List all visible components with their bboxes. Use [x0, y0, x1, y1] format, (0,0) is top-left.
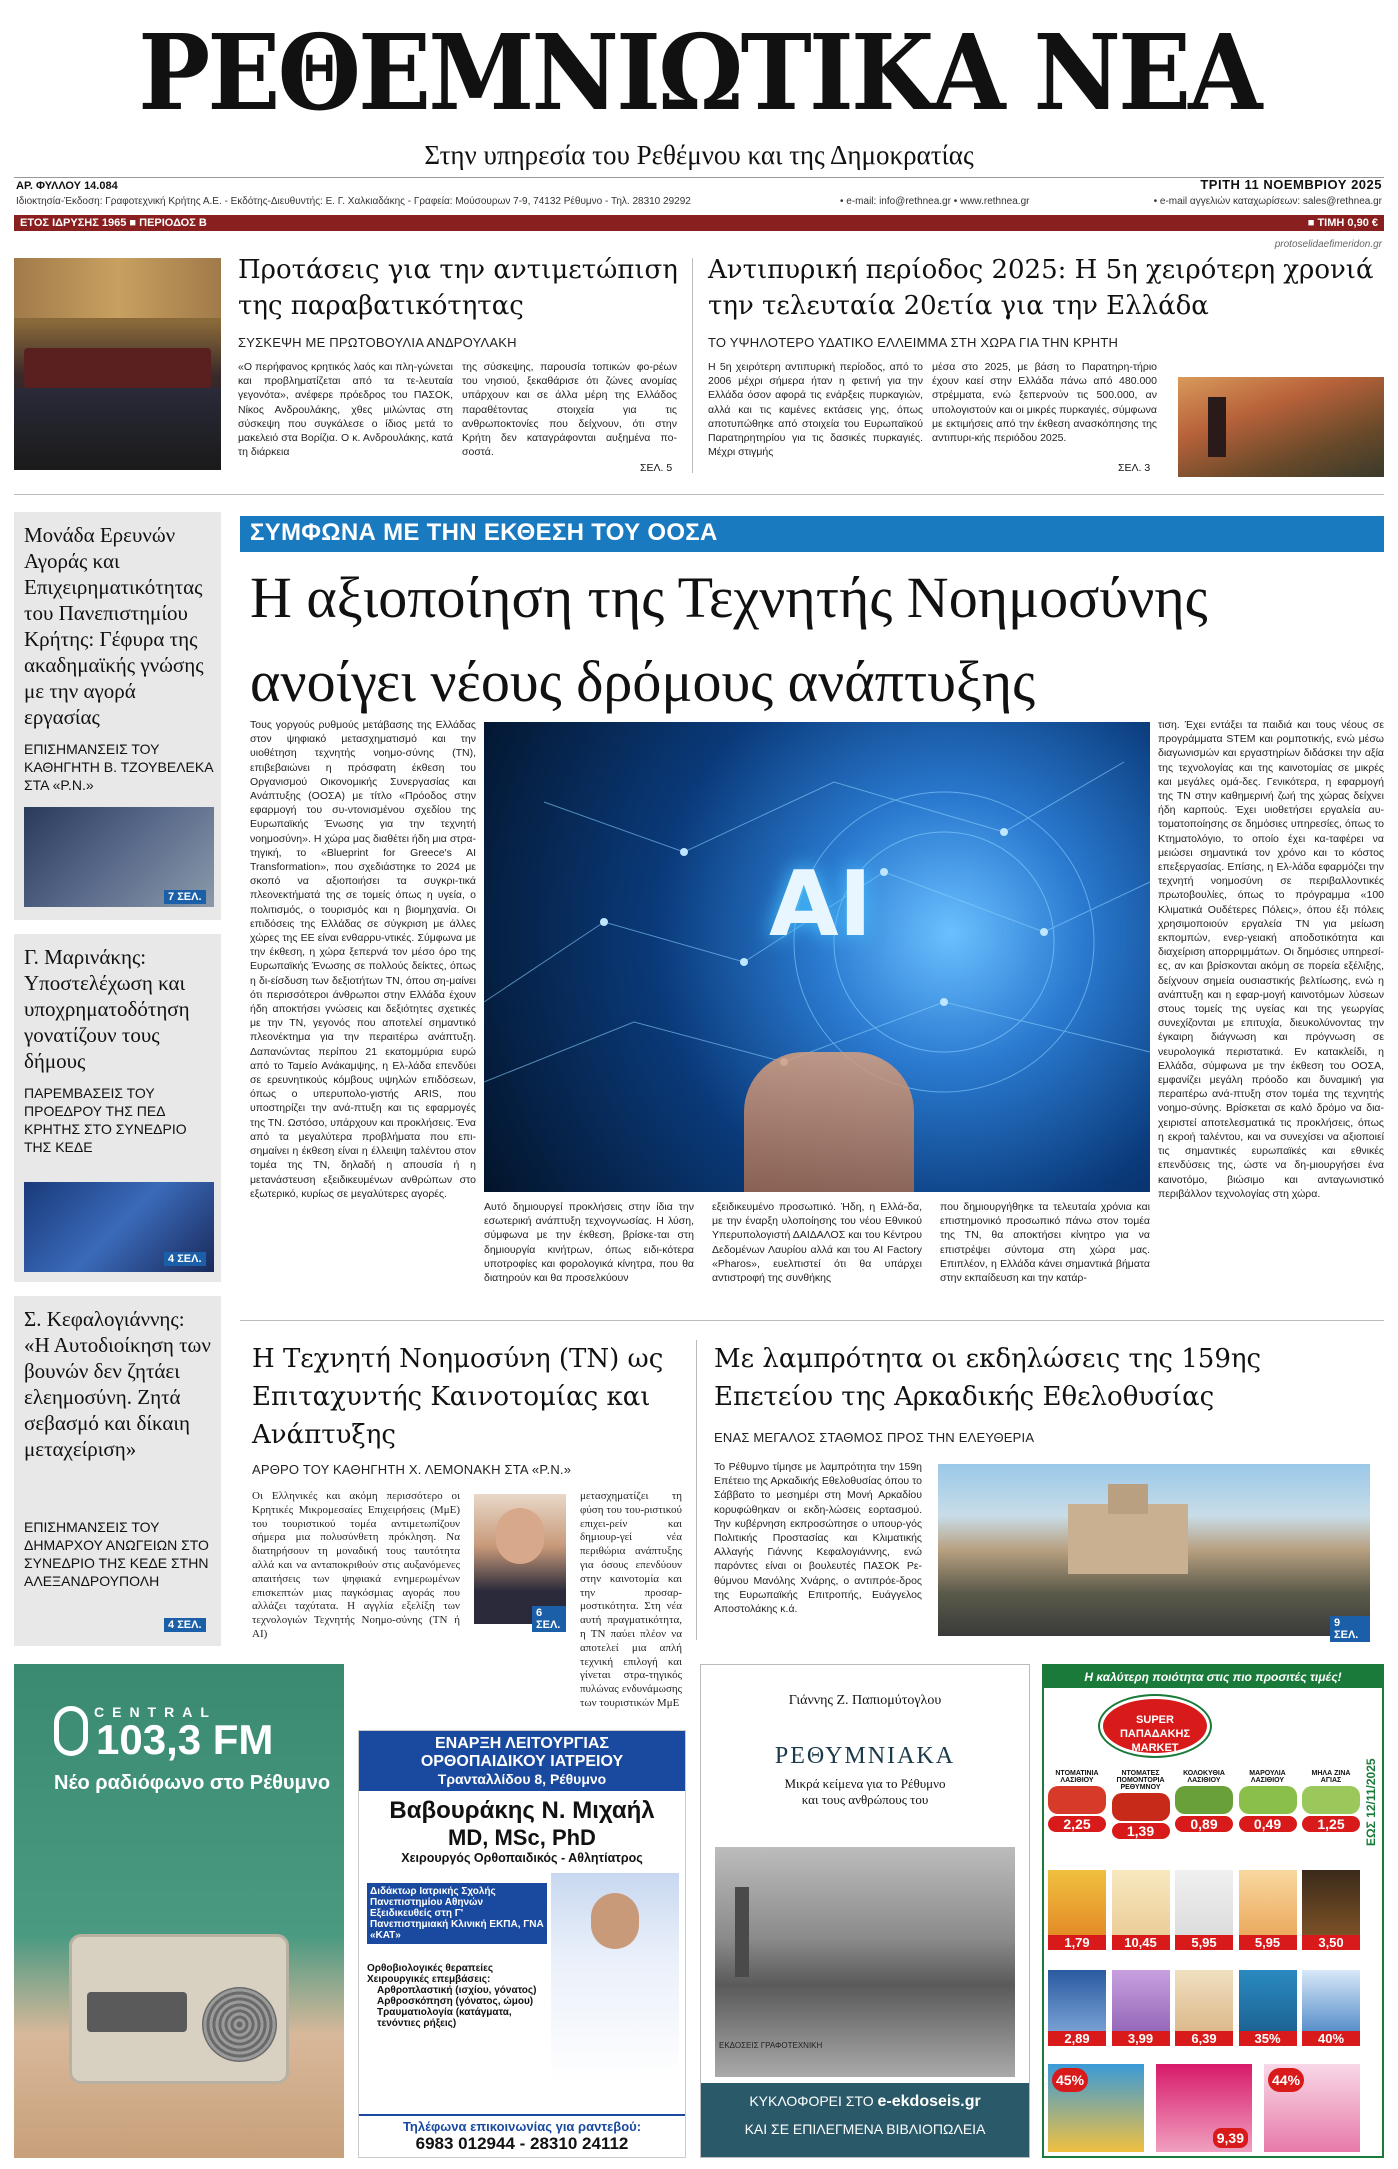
doctor-titles: MD, MSc, PhD — [448, 1825, 596, 1850]
top-left-col1: «Ο περήφανος κρητικός λαός και πλη-γώνεται και προβληματίζεται από τα τε-λευταία γεγονότα», ανέφερε πρόεδρος του ΠΑΣΟΚ, Νίκος Ανδρουλάκης, χθες μιλώντας στη σύσκεψη που συγκάλεσε ο ίδιος μετά το μακελειό στα Βορίζια. Ο κ. Ανδρουλάκης, κατά τη διάρκεια — [238, 361, 453, 459]
market-product-row-2: 1,79 10,45 5,95 5,95 3,50 — [1048, 1860, 1360, 1950]
ads-email: • e-mail αγγελιών καταχωρίσεων: sales@rethnea.gr — [1153, 196, 1382, 207]
top-divider — [692, 258, 693, 473]
lead-col-right: τιση. Έχει εντάξει τα παιδιά και τους νέους σε προγράμματα STEM και ρομποτικής, ενώ μέσω διαγωνισμών και εργαστηρίων διδάσκει την αξία της τεχνολογίας και της καινοτομίας σε μικρές και μεγάλες ομά-δες. Γενικότερα, η εφαρμογή της ΤΝ στην καθημερινή ζωή της χώρας δείχνει ήδη καρπούς. Έχει υιοθετήσει εργαλεία αυ-τοματοποίησης σε δημόσιες υπηρεσίες, όπως το Κτηματολόγιο, το οποίο έχει κα-ταφέρει να μειώσει σημαντικά τον χρόνο και το κόστος επεξεργασίας. Επίσης, η Ελ-λάδα εφαρμόζει την τεχνητή νοημοσύνη σε περιβαλλοντικές πρωτοβουλίες, όπως το πρόγραμμα «100 Κλιματικά Ουδέτερες Πόλεις», όπου έξι πόλεις χρησιμοποιούν εργαλεία ΤΝ για μείωση εκπομπών, ενερ-γειακή αποδοτικότητα και διαχείριση απορριμμάτων. Οι δημόσιες υπηρεσί-ες, αν και βρίσκονται ακόμη σε πορεία εξέλιξης, δείχνουν σημεία ουσιαστικής βελτίωσης, ενώ η ανάπτυξη και η εφαρ-μογή καινοτόμων λύσεων στους τομείς της υγείας και της γεωργίας συνεχίζονται με επιτυχία, διευκολύνοντας την έγκαιρη διάγνωση και πρόγνωση σε νευρολογικά περιστατικά. Εν κατακλείδι, η Ελλάδα, σύμφωνα με την έκθεση του ΟΟΣΑ, εμφανίζει μεγάλη πρόοδο και δυναμική για περαιτέρω ανά-πτυξη στον τομέα της τεχνητής νοημο-σύνης. Βρίσκεται σε καλό δρόμο να δια-χειριστεί αποτελεσματικά τις προκλήσεις, όπως η εκροή ταλέντου, και να συνεχίσει να αξιοποιεί τις σημαντικές ευρωπαϊκές και εθνικές επενδύσεις της, ώστε να δη-μιουργήσει ένα καινοτόμο, βιώσιμο και ανταγωνιστικό περιβάλλον τεχνολογίας στη χώρα. — [1158, 719, 1384, 1200]
top-left-ref: ΣΕΛ. 5 — [640, 462, 673, 474]
market-logo: SUPER ΠΑΠΑΔΑΚΗΣ MARKET — [1100, 1696, 1210, 1756]
radio-frequency: 103,3 FM — [96, 1716, 274, 1763]
book-author: Γιάννης Ζ. Παπιομύτογλου — [788, 1693, 942, 1708]
info-bar — [14, 215, 1384, 231]
mid-right-page: 9 ΣΕΛ. — [1330, 1616, 1370, 1642]
sidebar-1-page: 7 ΣΕΛ. — [164, 890, 206, 904]
lead-headline: Η αξιοποίηση της Τεχνητής Νοημοσύνης ανοίγει νέους δρόμους ανάπτυξης — [250, 565, 1208, 714]
section-rule — [14, 494, 1384, 495]
issue-number: ΑΡ. ΦΥΛΛΟΥ 14.084 — [16, 180, 118, 192]
ai-illustration — [484, 722, 1150, 1192]
radio-logo-icon — [54, 1706, 88, 1756]
sidebar-story-1 — [14, 512, 221, 920]
doctor-ad — [358, 1730, 686, 2158]
market-dates: ΕΩΣ 12/11/2025 — [1364, 1758, 1378, 1846]
lead-below-3: που δημιουργήθηκε τα τελευταία χρόνια και επιστημονικό προσωπικό πάνω στον τομέα της ΤΝ, θα αποκτήσει κίνητρο για να επιστρέψει σύντομα στη χώρα μας. Επιπλέον, η Ελλάδα κάνει σημαντικά βήματα στην εκπαίδευση και την κατάρ- — [940, 1201, 1150, 1285]
ai-label: AI — [769, 852, 873, 957]
hand-shape — [744, 1052, 914, 1192]
doctor-specialty: Χειρουργός Ορθοπαιδικός - Αθλητίατρος — [401, 1851, 643, 1865]
doctor-photo — [551, 1873, 679, 2083]
market-product-row-4: 45% 9,39 44% — [1048, 2056, 1360, 2152]
radio-slogan: Νέο ραδιόφωνο στο Ρέθυμνο — [54, 1772, 331, 1794]
lead-kicker: ΣΥΜΦΩΝΑ ΜΕ ΤΗΝ ΕΚΘΕΣΗ ΤΟΥ ΟΟΣΑ — [240, 516, 1384, 552]
doctor-name: Βαβουράκης Ν. Μιχαήλ — [389, 1797, 655, 1824]
market-product: ΝΤΟΜΑΤΙΝΙΑ ΛΑΣΙΘΙΟΥ 2,25 — [1048, 1770, 1106, 1839]
sidebar-story-2 — [14, 934, 221, 1282]
top-right-subhead: ΤΟ ΥΨΗΛΟΤΕΡΟ ΥΔΑΤΙΚΟ ΕΛΛΕΙΜΜΑ ΣΤΗ ΧΩΡΑ ΓΙΑ ΤΗΝ ΚΡΗΤΗ — [708, 335, 1119, 350]
sidebar-3-subhead: ΕΠΙΣΗΜΑΝΣΕΙΣ ΤΟΥ ΔΗΜΑΡΧΟΥ ΑΝΩΓΕΙΩΝ ΣΤΟ ΣΥΝΕΔΡΙΟ ΤΗΣ ΚΕΔΕ ΣΤΗΝ ΑΛΕΞΑΝΔΡΟΥΠΟΛΗ — [24, 1519, 209, 1589]
market-product: ΚΟΛΟΚΥΘΙΑ ΛΑΣΙΘΙΟΥ 0,89 — [1175, 1770, 1233, 1839]
radio-device — [69, 1934, 289, 2084]
lead-below-2: εξειδικευμένο προσωπικό. Ήδη, η Ελλά-δα, με την έναρξη υλοποίησης του νέου Εθνικού Υπερυπολογιστή ΔΑΙΔΑΛΟΣ και του Κέντρου Δεδομένων Λαυρίου αλλά και του AI Factory «Pharos», ευελπιστεί ότι θα υπάρχει αντιστροφή της συνθήκης — [712, 1201, 922, 1285]
doctor-bio: Διδάκτωρ Ιατρικής Σχολής Πανεπιστημίου Αθηνών Εξειδικευθείς στη Γ' Πανεπιστημιακή Κλινική ΕΚΠΑ, ΓΝΑ «ΚΑΤ» — [367, 1883, 547, 1944]
mid-right-body: Το Ρέθυμνο τίμησε με λαμπρότητα την 159η Επέτειο της Αρκαδικής Εθελοθυσίας όπου το Σάββατο το μεσημέρι στη Μονή Αρκαδίου κορυφώθηκαν οι εκδη-λώσεις εορτασμού. Την κυβέρνηση εκπροσώπησε ο υπουρ-γός Πολιτικής Προστασίας και Κλιματικής Αλλαγής Γιάννης Κεφαλογιάννης, ενώ παρόντες είναι οι βουλευτές ΠΑΣΟΚ Ρε-θύμνου Μανόλης Χνάρης, ο αντιπρόε-δρος της Ευρωπαϊκής Επιτροπής, Ευάγγελος Αποστολάκης κ.ά. — [714, 1461, 922, 1616]
top-right-col2: μέσα στο 2025, με βάση το Παρατηρη-τήριο έχουν καεί στην Ελλάδα πάνω από 480.000 στρέμματα, ενώ ξεπερνούν τις 500.000, αν υπολογιστούν και οι μικρές πυρκαγιές, σύμφωνα με εκτιμήσεις από την έκθεση ανασκόπησης της αντιπυρι-κής περιόδου 2025. — [932, 361, 1157, 445]
mid-divider — [696, 1340, 697, 1640]
top-right-ref: ΣΕΛ. 3 — [1118, 462, 1151, 474]
radio-ad — [14, 1664, 344, 2158]
doctor-header: ΕΝΑΡΞΗ ΛΕΙΤΟΥΡΓΙΑΣ ΟΡΘΟΠΑΙΔΙΚΟΥ ΙΑΤΡΕΙΟΥ Τρανταλλίδου 8, Ρέθυμνο — [359, 1731, 685, 1791]
wildfire-photo — [1178, 377, 1384, 477]
book-publisher: ΕΚΔΟΣΕΙΣ ΓΡΑΦΟΤΕΧΝΙΚΗ — [719, 2041, 823, 2050]
sidebar-2-headline: Γ. Μαρινάκης: Υποστελέχωση και υποχρηματοδότηση γονατίζουν τους δήμους — [24, 945, 190, 1073]
publisher-info: Ιδιοκτησία-Έκδοση: Γραφοτεχνική Κρήτης Α.Ε. - Εκδότης-Διευθυντής: Ε. Γ. Χαλκιαδάκης - Γραφεία: Μούσουρων 7-9, 74132 Ρέθυμνο - Τηλ. 28310 29292 — [16, 196, 691, 207]
market-product-row-1 — [1048, 1770, 1360, 1839]
sidebar-1-subhead: ΕΠΙΣΗΜΑΝΣΕΙΣ ΤΟΥ ΚΑΘΗΓΗΤΗ Β. ΤΖΟΥΒΕΛΕΚΑ ΣΤΑ «Ρ.Ν.» — [24, 741, 213, 793]
book-footer: ΚΥΚΛΟΦΟΡΕΙ ΣΤΟ e-ekdoseis.gr ΚΑΙ ΣΕ ΕΠΙΛΕΓΜΕΝΑ ΒΙΒΛΙΟΠΩΛΕΙΑ — [701, 2083, 1029, 2157]
mid-left-headline: Η Τεχνητή Νοημοσύνη (ΤΝ) ως Επιταχυντής Καινοτομίας και Ανάπτυξης — [252, 1344, 664, 1450]
market-product: ΜΗΛΑ ΖΙΝΑ ΑΓΙΑΣ 1,25 — [1302, 1770, 1360, 1839]
top-left-subhead: ΣΥΣΚΕΨΗ ΜΕ ΠΡΩΤΟΒΟΥΛΙΑ ΑΝΔΡΟΥΛΑΚΗ — [238, 335, 517, 350]
issue-date: ΤΡΙΤΗ 11 ΝΟΕΜΒΡΙΟΥ 2025 — [1200, 177, 1382, 192]
mid-rule — [240, 1320, 1384, 1321]
mid-left-col1: Οι Ελληνικές και ακόμη περισσότερο οι Κρητικές Μικρομεσαίες Επιχειρήσεις (ΜμΕ) του τουριστικού τομέα αντιμετωπίζουν σήμερα μια πολυσύνθετη πρόκληση. Να διατηρήσουν τη μοναδική τους ταυτότητα αλλά και να ανταποκριθούν στις αυξανόμενες απαιτήσεις των ψηφιακά ενημερωμένων επισκεπτών μιας παγκόσμιας αγοράς που αλλάζει ταχύτατα. Η αγγλία εξελίξη των τεχνολογιών Τεχνητής Νοημο-σύνης (ΤΝ ή AI) — [252, 1490, 460, 1640]
top-right-headline: Αντιπυρική περίοδος 2025: Η 5η χειρότερη χρονιά την τελευταία 20ετία για την Ελλάδα — [708, 255, 1374, 321]
masthead-tagline: Στην υπηρεσία του Ρεθέμνου και της Δημοκρατίας — [424, 140, 974, 170]
sidebar-3-page: 4 ΣΕΛ. — [164, 1618, 206, 1632]
book-subtitle: Μικρά κείμενα για το Ρέθυμνο και τους ανθρώπους του — [784, 1776, 946, 1807]
market-banner: Η καλύτερη ποιότητα στις πιο προσιτές τιμές! — [1044, 1666, 1382, 1688]
founded-label: ΕΤΟΣ ΙΔΡΥΣΗΣ 1965 ■ ΠΕΡΙΟΔΟΣ Β — [20, 217, 207, 229]
doctor-services: Ορθοβιολογικές θεραπείες Χειρουργικές επεμβάσεις: Αρθροπλαστική (ισχίου, γόνατος) Αρθροσκόπηση (γόνατος, ώμου) Τραυματιολογία (κατάγματα, τενόντιες ρήξεις) — [367, 1963, 537, 2029]
sidebar-1-headline: Μονάδα Ερευνών Αγοράς και Επιχειρηματικότητας του Πανεπιστημίου Κρήτης: Γέφυρα της ακαδημαϊκής γνώσης με την αγορά εργασίας — [24, 523, 204, 729]
sidebar-2-subhead: ΠΑΡΕΜΒΑΣΕΙΣ ΤΟΥ ΠΡΟΕΔΡΟΥ ΤΗΣ ΠΕΔ ΚΡΗΤΗΣ ΣΤΟ ΣΥΝΕΔΡΙΟ ΤΗΣ ΚΕΔΕ — [24, 1085, 187, 1155]
mid-left-subhead: ΑΡΘΡΟ ΤΟΥ ΚΑΘΗΓΗΤΗ Χ. ΛΕΜΟΝΑΚΗ ΣΤΑ «Ρ.Ν.» — [252, 1462, 572, 1477]
author-photo — [474, 1494, 566, 1631]
market-product-row-3: 2,89 3,99 6,39 35% 40% — [1048, 1960, 1360, 2046]
top-right-col1: Η 5η χειρότερη αντιπυρική περίοδος, από το 2006 μέχρι σήμερα ήταν η φετινή για την Ελλάδα όσον αφορά τις ενάρξεις πυρκαγιών, αλλά και τις καμένες εκτάσεις γης, όπως αποτυπώθηκε από στοιχεία του Ευρωπαϊκού Παρατηρητηρίου για τις δασικές πυρκαγιές. Μέχρι στιγμής — [708, 361, 923, 459]
sidebar-3-headline: Σ. Κεφαλογιάννης: «Η Αυτοδιοίκηση των βουνών δεν ζητάει ελεημοσύνη. Ζητά σεβασμό και δίκαιη μεταχείριση» — [24, 1307, 211, 1461]
book-ad — [700, 1664, 1030, 2158]
market-ad — [1042, 1664, 1384, 2158]
book-title: ΡΕΘΥΜΝΙΑΚΑ — [774, 1743, 956, 1769]
top-left-headline: Προτάσεις για την αντιμετώπιση της παραβατικότητας — [238, 255, 678, 321]
contact-email: • e-mail: info@rethnea.gr • www.rethnea.gr — [840, 196, 1030, 207]
sidebar-2-page: 4 ΣΕΛ. — [164, 1252, 206, 1266]
monastery-photo — [938, 1464, 1370, 1641]
source-label: protoselidaefimeridon.gr — [1274, 239, 1382, 250]
radio-brand: CENTRAL — [94, 1704, 217, 1720]
doctor-contact: Τηλέφωνα επικοινωνίας για ραντεβού: 6983 012944 - 28310 24112 — [359, 2114, 685, 2157]
lead-col-left: Τους γοργούς ρυθμούς μετάβασης της Ελλάδας στον ψηφιακό μετασχηματισμό και την υιοθέτηση τεχνητής νοημο-σύνης (ΤΝ), επιβεβαιώνει η πρόσφατη έκθεση του Οργανισμού Οικονομικής Συνεργασίας και Ανάπτυξης (ΟΟΣΑ) με τίτλο «Πρόοδος στην εφαρμογή του συ-ντονισμένου σχεδίου της Ευρωπαϊκής Ένωσης για την τεχνητή νοημοσύνη». Η χώρα μας διαθέτει ήδη μια στρα-τηγική, το «Blueprint for Greece's AI Transformation», που σχεδιάστηκε το 2024 με σκοπό να αξιοποιήσει τα συγκρι-τικά πλεονεκτήματά της σε τομείς όπως η υγεία, ο πολιτισμός, ο τουρισμός και η βιομηχανία. Οι επιδόσεις της Ελλάδας σε σύγκριση με άλλες χώρες της ΕΕ είναι ενθαρρυ-ντικές. Σύμφωνα με την έκθεση, η χώρα ξεπερνά τον μέσο όρο της Ευρωπαϊκής Ένωσης σε πολλούς δείκτες, όπως η δι-είσδυση των δεξιοτήτων ΤΝ, όπου ση-μαίνει ότι περισσότεροι άνθρωποι στην Ελλάδα έχουν ήδη αποκτήσει γνώσεις και δεξιότητες σχετικές με την ΤΝ, γεγονός που αποτελεί σημαντικό πλεονέκτημα για την περαιτέρω ανάπτυξη. Δαπανώντας περίπου 21 εκατομμύρια ευρώ από το Ταμείο Ανάκαμψης, η Ελ-λάδα επενδύει σε ερευνητικούς κόμβους υψηλών επιδόσεων, όπως ο υπερυπολο-γιστής ARIS, που υποστηρίζει την ανά-πτυξη και τις εφαρμογές της ΤΝ. Ωστόσο, υπάρχουν και προκλήσεις. Ένα από τα μεγαλύτερα προβλήματα που επι-σημαίνει η έκθεση είναι η έλλειψη ταλέντου στον τομέα της ΤΝ, δηλαδή η απουσία ή η μετανάστευση εξειδικευμένων ανθρώπων στο εξωτερικό, κυρίως σε μεγαλύτερες αγορές. — [250, 719, 476, 1200]
market-product: ΝΤΟΜΑΤΕΣ ΠΟΜΟΝΤΟΡΙΑ ΡΕΘΥΜΝΟΥ 1,39 — [1112, 1770, 1170, 1839]
masthead-rule — [14, 177, 1384, 178]
mid-left-col2: μετασχηματίζει τη φύση του του-ριστικού επιχει-ρείν και δημιουρ-γεί νέα περιθώρια ανάπτυξης για όσους επενδύουν στην καινοτομία και την προσαρ-μοστικότητα. Στη νέα αυτή πραγματικότητα, η ΤΝ παύει πλέον να αποτελεί μια απλή τεχνική επιλογή και γίνεται στρα-τηγικός πυλώνας ενδυνάμωσης των τουριστικών ΜμΕ — [580, 1490, 682, 1709]
top-left-col2: της σύσκεψης, παρουσία τοπικών φο-ρέων του νησιού, ξεκαθάρισε ότι ζώνες ανομίας υπάρχουν και σε άλλα μέρη της Ελλάδος παραθέτοντας στοιχεία για τις ανθρωποκτονίες που δείχνουν, ότι στην Κρήτη δεν καταγράφονται αυξημένα πο-σοστά. — [462, 361, 677, 459]
meeting-photo — [14, 258, 221, 470]
lead-below-1: Αυτό δημιουργεί προκλήσεις στην ίδια την εσωτερική ανάπτυξη τεχνογνωσίας. Η λύση, σύμφωνα με την έκθεση, βρίσκε-ται στη δημιουργία κινήτρων, όπως ειδι-κότερα υποτροφίες και φορολογικά κίνητρα, που θα διατηρούν και θα προσελκύουν — [484, 1201, 694, 1285]
mid-left-page: 6 ΣΕΛ. — [532, 1606, 566, 1632]
masthead-title: ΡΕΘΕΜΝΙΩΤΙΚΑ ΝΕΑ — [138, 11, 1260, 134]
sidebar-story-3 — [14, 1296, 221, 1646]
mid-right-subhead: ΕΝΑΣ ΜΕΓΑΛΟΣ ΣΤΑΘΜΟΣ ΠΡΟΣ ΤΗΝ ΕΛΕΥΘΕΡΙΑ — [714, 1430, 1035, 1445]
market-product: ΜΑΡΟΥΛΙΑ ΛΑΣΙΘΙΟΥ 0,49 — [1239, 1770, 1297, 1839]
price-label: ■ ΤΙΜΗ 0,90 € — [1307, 217, 1378, 229]
mid-right-headline: Με λαμπρότητα οι εκδηλώσεις της 159ης Επετείου της Αρκαδικής Εθελοθυσίας — [714, 1344, 1262, 1412]
